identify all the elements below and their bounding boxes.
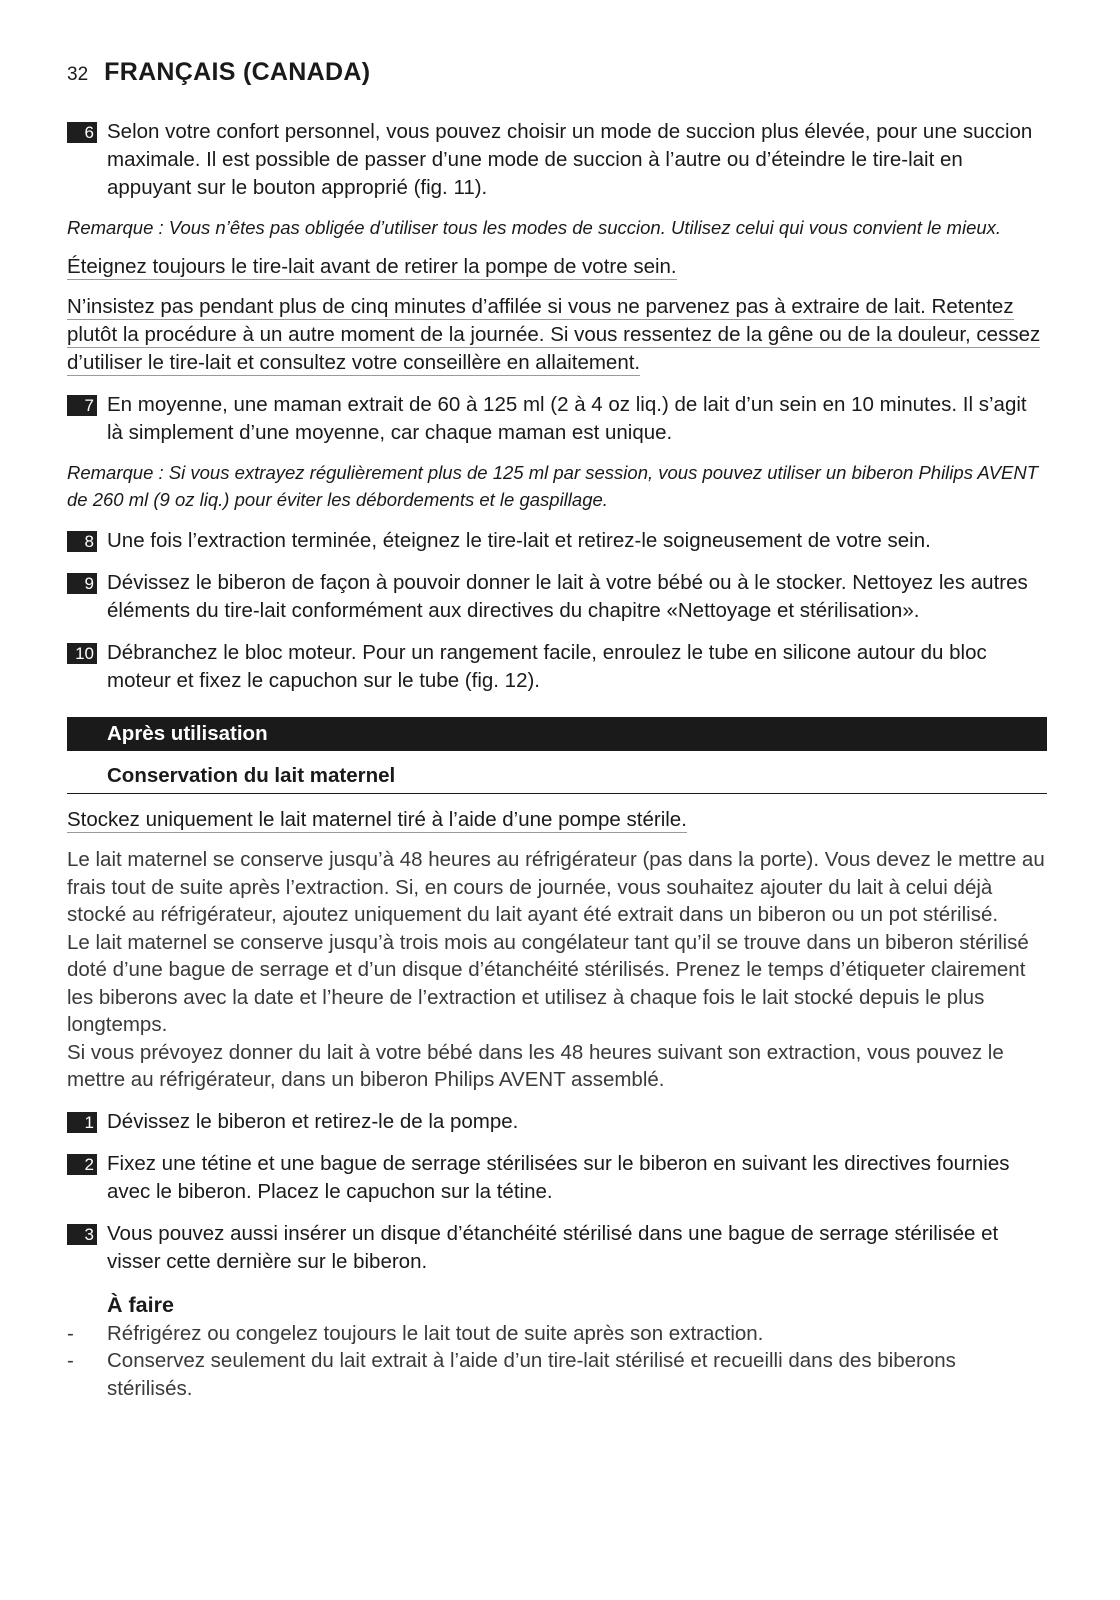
subsection-heading: Conservation du lait maternel — [67, 759, 1047, 794]
warning-text: Éteignez toujours le tire-lait avant de retirer la pompe de votre sein. — [67, 255, 677, 278]
warning-text: N’insistez pas pendant plus de cinq minutes d’affilée si vous ne parvenez pas à extraire de lait. Retentez plutôt la procédure à un autre moment de la journée. Si vous ressentez de la gêne ou de la douleur, cessez d’utiliser le tire-lait et consultez votre conseillère en allaitement. — [67, 295, 1041, 374]
step-text: Dévissez le biberon de façon à pouvoir donner le lait à votre bébé ou à le stocker. Nettoyez les autres éléments du tire-lait conformément aux directives du chapitre «Nettoyage et stérilisation». — [107, 571, 1028, 622]
step-number: 7 — [67, 395, 97, 416]
do-list-item — [67, 1347, 1047, 1402]
step-number: 8 — [67, 531, 97, 552]
step-number: 1 — [67, 1112, 97, 1133]
warning-sterile-pump — [67, 806, 1047, 834]
dash-bullet: - — [67, 1349, 74, 1372]
storage-paragraphs — [67, 846, 1047, 1094]
language-title: FRANÇAIS (CANADA) — [104, 58, 371, 86]
step-7 — [67, 391, 1047, 447]
do-heading: À faire — [107, 1292, 174, 1317]
paragraph: Si vous prévoyez donner du lait à votre bébé dans les 48 heures suivant son extraction, vous pouvez le mettre au réfrigérateur, dans un biberon Philips AVENT assemblé. — [67, 1040, 1004, 1091]
step-text: Une fois l’extraction terminée, éteignez le tire-lait et retirez-le soigneusement de votre sein. — [107, 529, 931, 552]
do-item-text: Réfrigérez ou congelez toujours le lait tout de suite après son extraction. — [107, 1321, 764, 1345]
step-1 — [67, 1108, 1047, 1136]
note-large-bottle: Remarque : Si vous extrayez régulièrement plus de 125 ml par session, vous pouvez utiliser un biberon Philips AVENT de 260 ml (9 oz liq.) pour éviter les débordements et le gaspillage. — [67, 462, 1039, 510]
do-list-item — [67, 1320, 1047, 1348]
paragraph: Le lait maternel se conserve jusqu’à 48 heures au réfrigérateur (pas dans la porte). Vous devez le mettre au frais tout de suite après l’extraction. Si, en cours de journée, vous souhaitez ajouter du lait à celui déjà stocké au réfrigérateur, ajoutez uniquement du lait ayant été extrait dans un biberon ou un pot stérilisé. — [67, 848, 1045, 926]
step-text: En moyenne, une maman extrait de 60 à 125 ml (2 à 4 oz liq.) de lait d’un sein en 10 minutes. Il s’agit là simplement d’une moyenne, car chaque maman est unique. — [107, 393, 1027, 444]
step-8 — [67, 527, 1047, 555]
step-6 — [67, 118, 1047, 202]
step-2 — [67, 1150, 1047, 1206]
paragraph: Le lait maternel se conserve jusqu’à trois mois au congélateur tant qu’il se trouve dans un biberon stérilisé doté d’une bague de serrage et d’un disque d’étanchéité stérilisés. Prenez le temps d’étiqueter clairement les biberons avec la date et l’heure de l’extraction et utilisez à chaque fois le lait stocké depuis le plus longtemps. — [67, 930, 1029, 1036]
step-text: Fixez une tétine et une bague de serrage stérilisées sur le biberon en suivant les directives fournies avec le biberon. Placez le capuchon sur la tétine. — [107, 1151, 1010, 1203]
step-number: 2 — [67, 1154, 97, 1175]
step-text: Dévissez le biberon et retirez-le de la pompe. — [107, 1109, 519, 1133]
warning-five-minutes — [67, 293, 1047, 377]
step-number: 10 — [67, 643, 97, 664]
step-3 — [67, 1220, 1047, 1276]
note-suction-modes: Remarque : Vous n’êtes pas obligée d’utiliser tous les modes de succion. Utilisez celui qui vous convient le mieux. — [67, 217, 1002, 238]
warning-switch-off — [67, 253, 1047, 281]
step-text: Débranchez le bloc moteur. Pour un rangement facile, enroulez le tube en silicone autour du bloc moteur et fixez le capuchon sur le tube (fig. 12). — [107, 641, 987, 692]
step-text: Vous pouvez aussi insérer un disque d’étanchéité stérilisé dans une bague de serrage stérilisée et visser cette dernière sur le biberon. — [107, 1221, 999, 1273]
step-10 — [67, 639, 1047, 695]
page-header — [67, 58, 1047, 102]
step-number: 6 — [67, 122, 97, 143]
step-text: Selon votre confort personnel, vous pouvez choisir un mode de succion plus élevée, pour une succion maximale. Il est possible de passer d’une mode de succion à l’autre ou d’éteindre le tire-lait en appuyant sur le bouton approprié (fig. 11). — [107, 120, 1033, 199]
step-number: 3 — [67, 1224, 97, 1245]
do-item-text: Conservez seulement du lait extrait à l’aide d’un tire-lait stérilisé et recueilli dans des biberons stérilisés. — [107, 1349, 956, 1400]
step-9 — [67, 569, 1047, 625]
section-heading: Après utilisation — [67, 717, 1047, 751]
page-number: 32 — [67, 64, 89, 85]
dash-bullet: - — [67, 1321, 74, 1345]
step-number: 9 — [67, 573, 97, 594]
warning-text: Stockez uniquement le lait maternel tiré à l’aide d’une pompe stérile. — [67, 808, 687, 831]
manual-page — [67, 58, 1047, 1402]
